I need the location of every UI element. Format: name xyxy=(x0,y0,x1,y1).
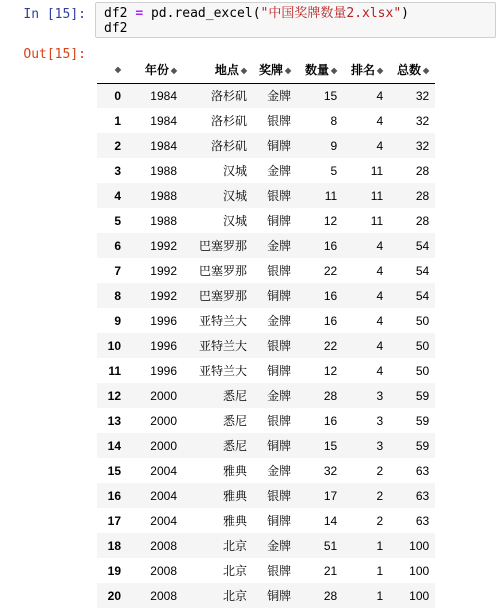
medal-cell: 银牌 xyxy=(267,339,292,353)
year-cell: 2000 xyxy=(150,438,177,453)
dataframe-table xyxy=(97,56,435,608)
medal-cell: 银牌 xyxy=(267,564,292,578)
count-cell: 16 xyxy=(323,313,338,328)
rank-cell: 4 xyxy=(376,113,384,128)
count-cell: 12 xyxy=(323,213,338,228)
table-row xyxy=(97,358,435,383)
medal-header[interactable] xyxy=(253,56,297,83)
medal-cell: 金牌 xyxy=(267,239,292,253)
rank-cell: 2 xyxy=(376,463,384,478)
location-cell: 雅典 xyxy=(222,464,247,478)
row-index: 20 xyxy=(107,588,121,603)
location-cell: 悉尼 xyxy=(222,414,247,428)
year-cell: 2008 xyxy=(150,563,177,578)
rank-cell: 1 xyxy=(376,588,384,603)
table-row xyxy=(97,333,435,358)
medal-cell: 金牌 xyxy=(267,389,292,403)
year-cell: 1996 xyxy=(150,338,177,353)
column-label: 地点 xyxy=(214,62,239,77)
medal-cell: 金牌 xyxy=(267,464,292,478)
total-cell: 54 xyxy=(415,288,430,303)
year-cell: 1996 xyxy=(150,363,177,378)
column-label: 奖牌 xyxy=(259,62,284,77)
total-cell: 63 xyxy=(415,463,430,478)
row-index: 3 xyxy=(114,163,121,178)
medal-cell: 银牌 xyxy=(267,264,292,278)
table-row xyxy=(97,233,435,258)
count-cell: 11 xyxy=(324,188,338,203)
medal-cell: 铜牌 xyxy=(267,139,292,153)
location-cell: 亚特兰大 xyxy=(198,314,247,328)
medal-cell: 银牌 xyxy=(267,414,292,428)
rank-cell: 3 xyxy=(376,438,384,453)
year-cell: 1992 xyxy=(150,263,177,278)
table-row xyxy=(97,533,435,558)
row-index: 6 xyxy=(114,238,121,253)
count-cell: 28 xyxy=(323,588,338,603)
year-cell: 2000 xyxy=(150,413,177,428)
table-row xyxy=(97,508,435,533)
count-cell: 21 xyxy=(323,563,338,578)
medal-cell: 铜牌 xyxy=(267,289,292,303)
row-index: 2 xyxy=(114,138,121,153)
rank-cell: 4 xyxy=(376,263,384,278)
total-header[interactable] xyxy=(389,56,435,83)
row-index: 5 xyxy=(114,213,121,228)
count-cell: 14 xyxy=(323,513,338,528)
total-cell: 50 xyxy=(415,363,430,378)
row-index: 7 xyxy=(114,263,121,278)
total-cell: 63 xyxy=(415,488,430,503)
location-cell: 汉城 xyxy=(222,164,247,178)
total-cell: 28 xyxy=(415,213,430,228)
total-cell: 54 xyxy=(415,238,430,253)
medal-cell: 金牌 xyxy=(267,164,292,178)
medal-cell: 银牌 xyxy=(267,114,292,128)
table-row xyxy=(97,183,435,208)
rank-cell: 1 xyxy=(376,538,384,553)
location-cell: 北京 xyxy=(222,589,247,603)
rank-cell: 4 xyxy=(376,338,384,353)
count-header[interactable] xyxy=(297,56,343,83)
table-row xyxy=(97,583,435,608)
count-cell: 22 xyxy=(323,263,338,278)
year-cell: 1984 xyxy=(150,113,177,128)
row-index: 16 xyxy=(107,488,121,503)
table-row xyxy=(97,383,435,408)
row-index: 11 xyxy=(108,363,121,378)
total-cell: 50 xyxy=(415,338,430,353)
sort-arrows-icon[interactable]: ◆ xyxy=(240,65,247,75)
table-row xyxy=(97,258,435,283)
year-cell: 2004 xyxy=(150,488,177,503)
row-index: 15 xyxy=(107,463,121,478)
location-cell: 雅典 xyxy=(222,514,247,528)
count-cell: 9 xyxy=(330,138,338,153)
location-cell: 洛杉矶 xyxy=(210,114,247,128)
sort-arrows-icon[interactable]: ◆ xyxy=(331,65,338,75)
medal-cell: 铜牌 xyxy=(267,214,292,228)
total-cell: 59 xyxy=(415,388,430,403)
count-cell: 32 xyxy=(323,463,338,478)
total-cell: 28 xyxy=(415,163,430,178)
count-cell: 5 xyxy=(330,163,338,178)
table-row xyxy=(97,158,435,183)
count-cell: 16 xyxy=(323,288,338,303)
table-row xyxy=(97,283,435,308)
medal-cell: 铜牌 xyxy=(267,439,292,453)
medal-cell: 银牌 xyxy=(267,489,292,503)
count-cell: 15 xyxy=(323,88,338,103)
medal-cell: 金牌 xyxy=(267,89,292,104)
sort-arrows-icon[interactable]: ◆ xyxy=(170,65,177,75)
table-row xyxy=(97,433,435,458)
table-row xyxy=(97,133,435,158)
column-label: 总数 xyxy=(397,62,422,77)
medal-cell: 铜牌 xyxy=(267,514,292,528)
rank-cell: 3 xyxy=(376,388,384,403)
count-cell: 12 xyxy=(323,363,338,378)
sort-arrows-icon[interactable]: ◆ xyxy=(285,65,292,75)
rank-header[interactable] xyxy=(343,56,389,83)
total-cell: 54 xyxy=(415,263,430,278)
count-cell: 16 xyxy=(323,413,338,428)
location-cell: 北京 xyxy=(222,539,247,553)
table-header-row xyxy=(97,56,435,83)
row-index: 18 xyxy=(107,538,121,553)
row-index: 4 xyxy=(114,188,121,203)
location-cell: 巴塞罗那 xyxy=(198,289,247,303)
total-cell: 59 xyxy=(415,438,430,453)
row-index: 17 xyxy=(107,513,121,528)
year-cell: 1984 xyxy=(150,138,177,153)
medal-cell: 银牌 xyxy=(267,189,292,203)
year-cell: 2004 xyxy=(150,463,177,478)
year-cell: 1992 xyxy=(150,288,177,303)
total-cell: 59 xyxy=(415,413,430,428)
count-cell: 22 xyxy=(323,338,338,353)
total-cell: 32 xyxy=(415,113,430,128)
table-row xyxy=(97,108,435,133)
location-cell: 巴塞罗那 xyxy=(198,264,247,278)
location-cell: 雅典 xyxy=(222,489,247,503)
column-label: 年份 xyxy=(144,62,169,77)
medal-cell: 金牌 xyxy=(267,314,292,328)
location-cell: 巴塞罗那 xyxy=(198,239,247,253)
location-cell: 悉尼 xyxy=(222,439,247,453)
count-cell: 16 xyxy=(323,238,338,253)
count-cell: 51 xyxy=(323,538,338,553)
total-cell: 100 xyxy=(409,538,430,553)
row-index: 8 xyxy=(114,288,121,303)
count-cell: 28 xyxy=(323,388,338,403)
rank-cell: 2 xyxy=(376,513,384,528)
output-prompt: Out[15]: xyxy=(23,47,86,62)
total-cell: 100 xyxy=(409,588,430,603)
total-cell: 32 xyxy=(415,138,430,153)
total-cell: 50 xyxy=(415,313,430,328)
code-line-2: df2 xyxy=(104,21,128,36)
table-body xyxy=(97,83,435,608)
year-cell: 1992 xyxy=(150,238,177,253)
sort-arrows-icon[interactable]: ◆ xyxy=(114,65,121,75)
year-cell: 1988 xyxy=(150,213,177,228)
medal-cell: 金牌 xyxy=(267,539,292,553)
code-call: pd.read_excel( xyxy=(150,6,261,21)
row-index: 0 xyxy=(114,88,121,103)
rank-cell: 2 xyxy=(376,488,384,503)
sort-arrows-icon[interactable]: ◆ xyxy=(423,65,430,75)
location-cell: 汉城 xyxy=(222,214,247,228)
year-cell: 2008 xyxy=(150,538,177,553)
code-string: "中国奖牌数量2.xlsx" xyxy=(260,6,402,21)
rank-cell: 11 xyxy=(370,188,384,203)
year-cell: 1984 xyxy=(150,88,177,103)
location-header[interactable] xyxy=(183,56,253,83)
code-operator: = xyxy=(135,6,144,21)
rank-cell: 11 xyxy=(370,213,384,228)
row-index: 19 xyxy=(107,563,121,578)
rank-cell: 11 xyxy=(370,163,384,178)
rank-cell: 4 xyxy=(376,363,384,378)
table-row xyxy=(97,558,435,583)
year-cell: 1988 xyxy=(150,188,177,203)
rank-cell: 4 xyxy=(376,238,384,253)
row-index: 1 xyxy=(114,113,121,128)
rank-cell: 4 xyxy=(376,88,384,103)
year-cell: 1988 xyxy=(150,163,177,178)
table-row xyxy=(97,208,435,233)
location-cell: 洛杉矶 xyxy=(210,139,247,153)
count-cell: 17 xyxy=(323,488,338,503)
total-cell: 100 xyxy=(409,563,430,578)
code-input-cell[interactable] xyxy=(95,2,496,38)
row-index: 9 xyxy=(114,313,121,328)
table-row xyxy=(97,308,435,333)
code-close-paren: ) xyxy=(401,6,409,21)
rank-cell: 1 xyxy=(376,563,384,578)
column-label: 数量 xyxy=(305,62,330,77)
rank-cell: 4 xyxy=(376,288,384,303)
total-cell: 32 xyxy=(415,88,430,103)
count-cell: 15 xyxy=(323,438,338,453)
total-cell: 28 xyxy=(415,188,430,203)
rank-cell: 4 xyxy=(376,138,384,153)
total-cell: 63 xyxy=(415,513,430,528)
year-cell: 2008 xyxy=(150,588,177,603)
row-index: 14 xyxy=(107,438,121,453)
location-cell: 亚特兰大 xyxy=(198,339,247,353)
count-cell: 8 xyxy=(330,113,338,128)
rank-cell: 4 xyxy=(376,313,384,328)
table-row xyxy=(97,458,435,483)
sort-arrows-icon[interactable]: ◆ xyxy=(377,65,384,75)
year-header[interactable] xyxy=(127,56,183,83)
year-cell: 2000 xyxy=(150,388,177,403)
table-row xyxy=(97,83,435,108)
table-row xyxy=(97,483,435,508)
location-cell: 北京 xyxy=(222,564,247,578)
location-cell: 洛杉矶 xyxy=(210,89,247,104)
medal-cell: 铜牌 xyxy=(267,589,292,603)
year-cell: 2004 xyxy=(150,513,177,528)
rank-cell: 3 xyxy=(376,413,384,428)
row-index: 13 xyxy=(107,413,121,428)
location-cell: 汉城 xyxy=(222,189,247,203)
medal-cell: 铜牌 xyxy=(267,364,292,378)
row-index: 10 xyxy=(107,338,121,353)
location-cell: 悉尼 xyxy=(222,389,247,403)
location-cell: 亚特兰大 xyxy=(198,364,247,378)
table-row xyxy=(97,408,435,433)
column-label: 排名 xyxy=(351,62,376,77)
input-prompt: In [15]: xyxy=(23,7,86,22)
row-index: 12 xyxy=(107,388,121,403)
code-variable: df2 xyxy=(104,6,128,21)
index-header[interactable] xyxy=(97,56,127,83)
year-cell: 1996 xyxy=(150,313,177,328)
